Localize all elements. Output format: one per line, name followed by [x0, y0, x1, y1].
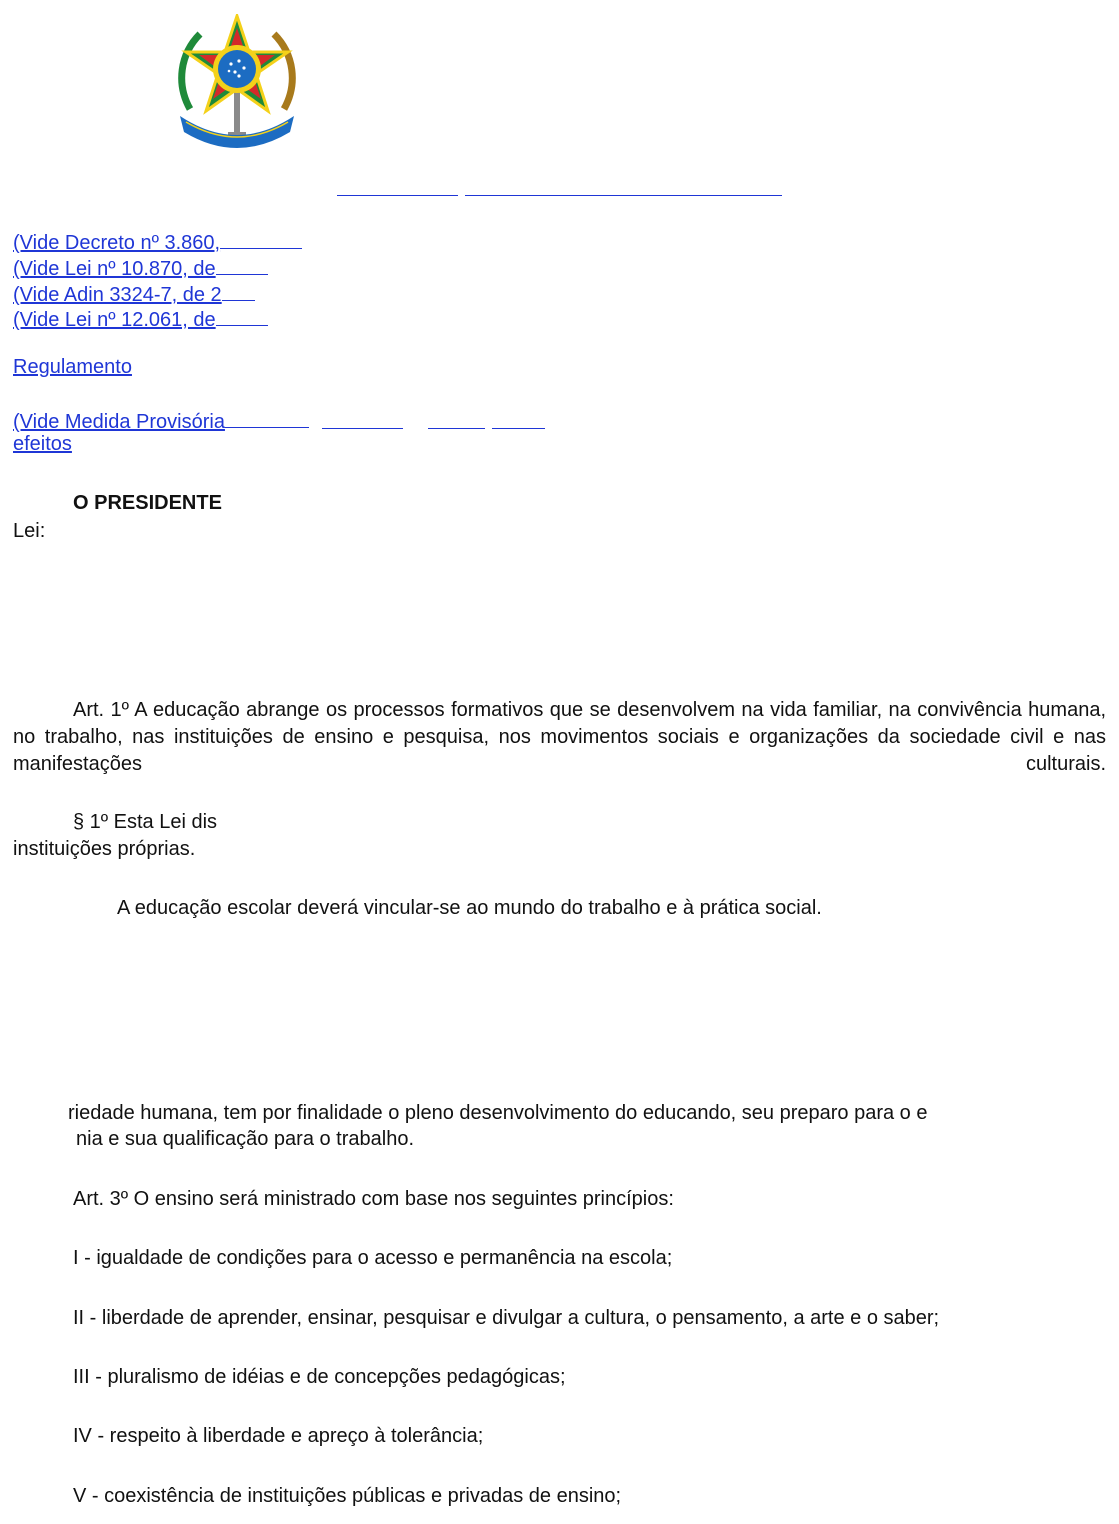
inciso-iii: III - pluralismo de idéias e de concepções pedagógicas;	[73, 1366, 566, 1388]
title-link-underline[interactable]	[337, 195, 458, 196]
paragraph-1-line1: § 1º Esta Lei dis	[73, 811, 218, 833]
vide-adin-link-row	[13, 280, 255, 307]
regulamento-link[interactable]: Regulamento	[13, 356, 132, 378]
article-2-line1: riedade humana, tem por finalidade o pleno desenvolvimento do educando, seu preparo para o e	[68, 1102, 928, 1124]
paragraph-2: A educação escolar deverá vincular-se ao mundo do trabalho e à prática social.	[117, 897, 822, 919]
medida-provisoria-link-row	[13, 407, 309, 434]
vide-lei-10870-link-row	[13, 254, 268, 281]
vide-lei-12061-link-row	[13, 305, 268, 332]
title-link-underline[interactable]	[465, 195, 782, 196]
inciso-i: I - igualdade de condições para o acesso e permanência na escola;	[73, 1247, 673, 1269]
vide-decreto-link-row	[13, 228, 302, 255]
link-underline[interactable]	[322, 428, 403, 429]
presidente-heading: O PRESIDENTE	[73, 492, 222, 514]
link-underline[interactable]	[428, 428, 485, 429]
link-underline[interactable]	[492, 428, 545, 429]
brazil-coat-of-arms-icon	[176, 14, 298, 149]
inciso-iv: IV - respeito à liberdade e apreço à tolerância;	[73, 1425, 484, 1447]
vide-link[interactable]: (Vide Adin 3324-7, de 2	[13, 284, 222, 306]
medida-provisoria-link[interactable]: (Vide Medida Provisória	[13, 411, 225, 433]
inciso-ii: II - liberdade de aprender, ensinar, pesquisar e divulgar a cultura, o pensamento, a arte e o saber;	[73, 1307, 940, 1329]
vide-link[interactable]: (Vide Lei nº 10.870, de	[13, 258, 216, 280]
inciso-v: V - coexistência de instituições públicas e privadas de ensino;	[73, 1485, 622, 1507]
article-3: Art. 3º O ensino será ministrado com base nos seguintes princípios:	[73, 1188, 674, 1210]
article-2-line2: nia e sua qualificação para o trabalho.	[76, 1128, 415, 1150]
vide-link[interactable]: (Vide Decreto nº 3.860,	[13, 232, 221, 254]
paragraph-1-line2: instituições próprias.	[13, 838, 196, 860]
vide-link[interactable]: (Vide Lei nº 12.061, de	[13, 309, 216, 331]
article-1: Art. 1º A educação abrange os processos formativos que se desenvolvem na vida familiar, na convivência humana, no trabalho, nas instituições de ensino e pesquisa, nos movimentos sociais e organizações da sociedade civil e nas manifestações culturais.	[13, 699, 1106, 775]
lei-label: Lei:	[13, 520, 46, 542]
efeitos-link[interactable]: efeitos	[13, 433, 72, 455]
